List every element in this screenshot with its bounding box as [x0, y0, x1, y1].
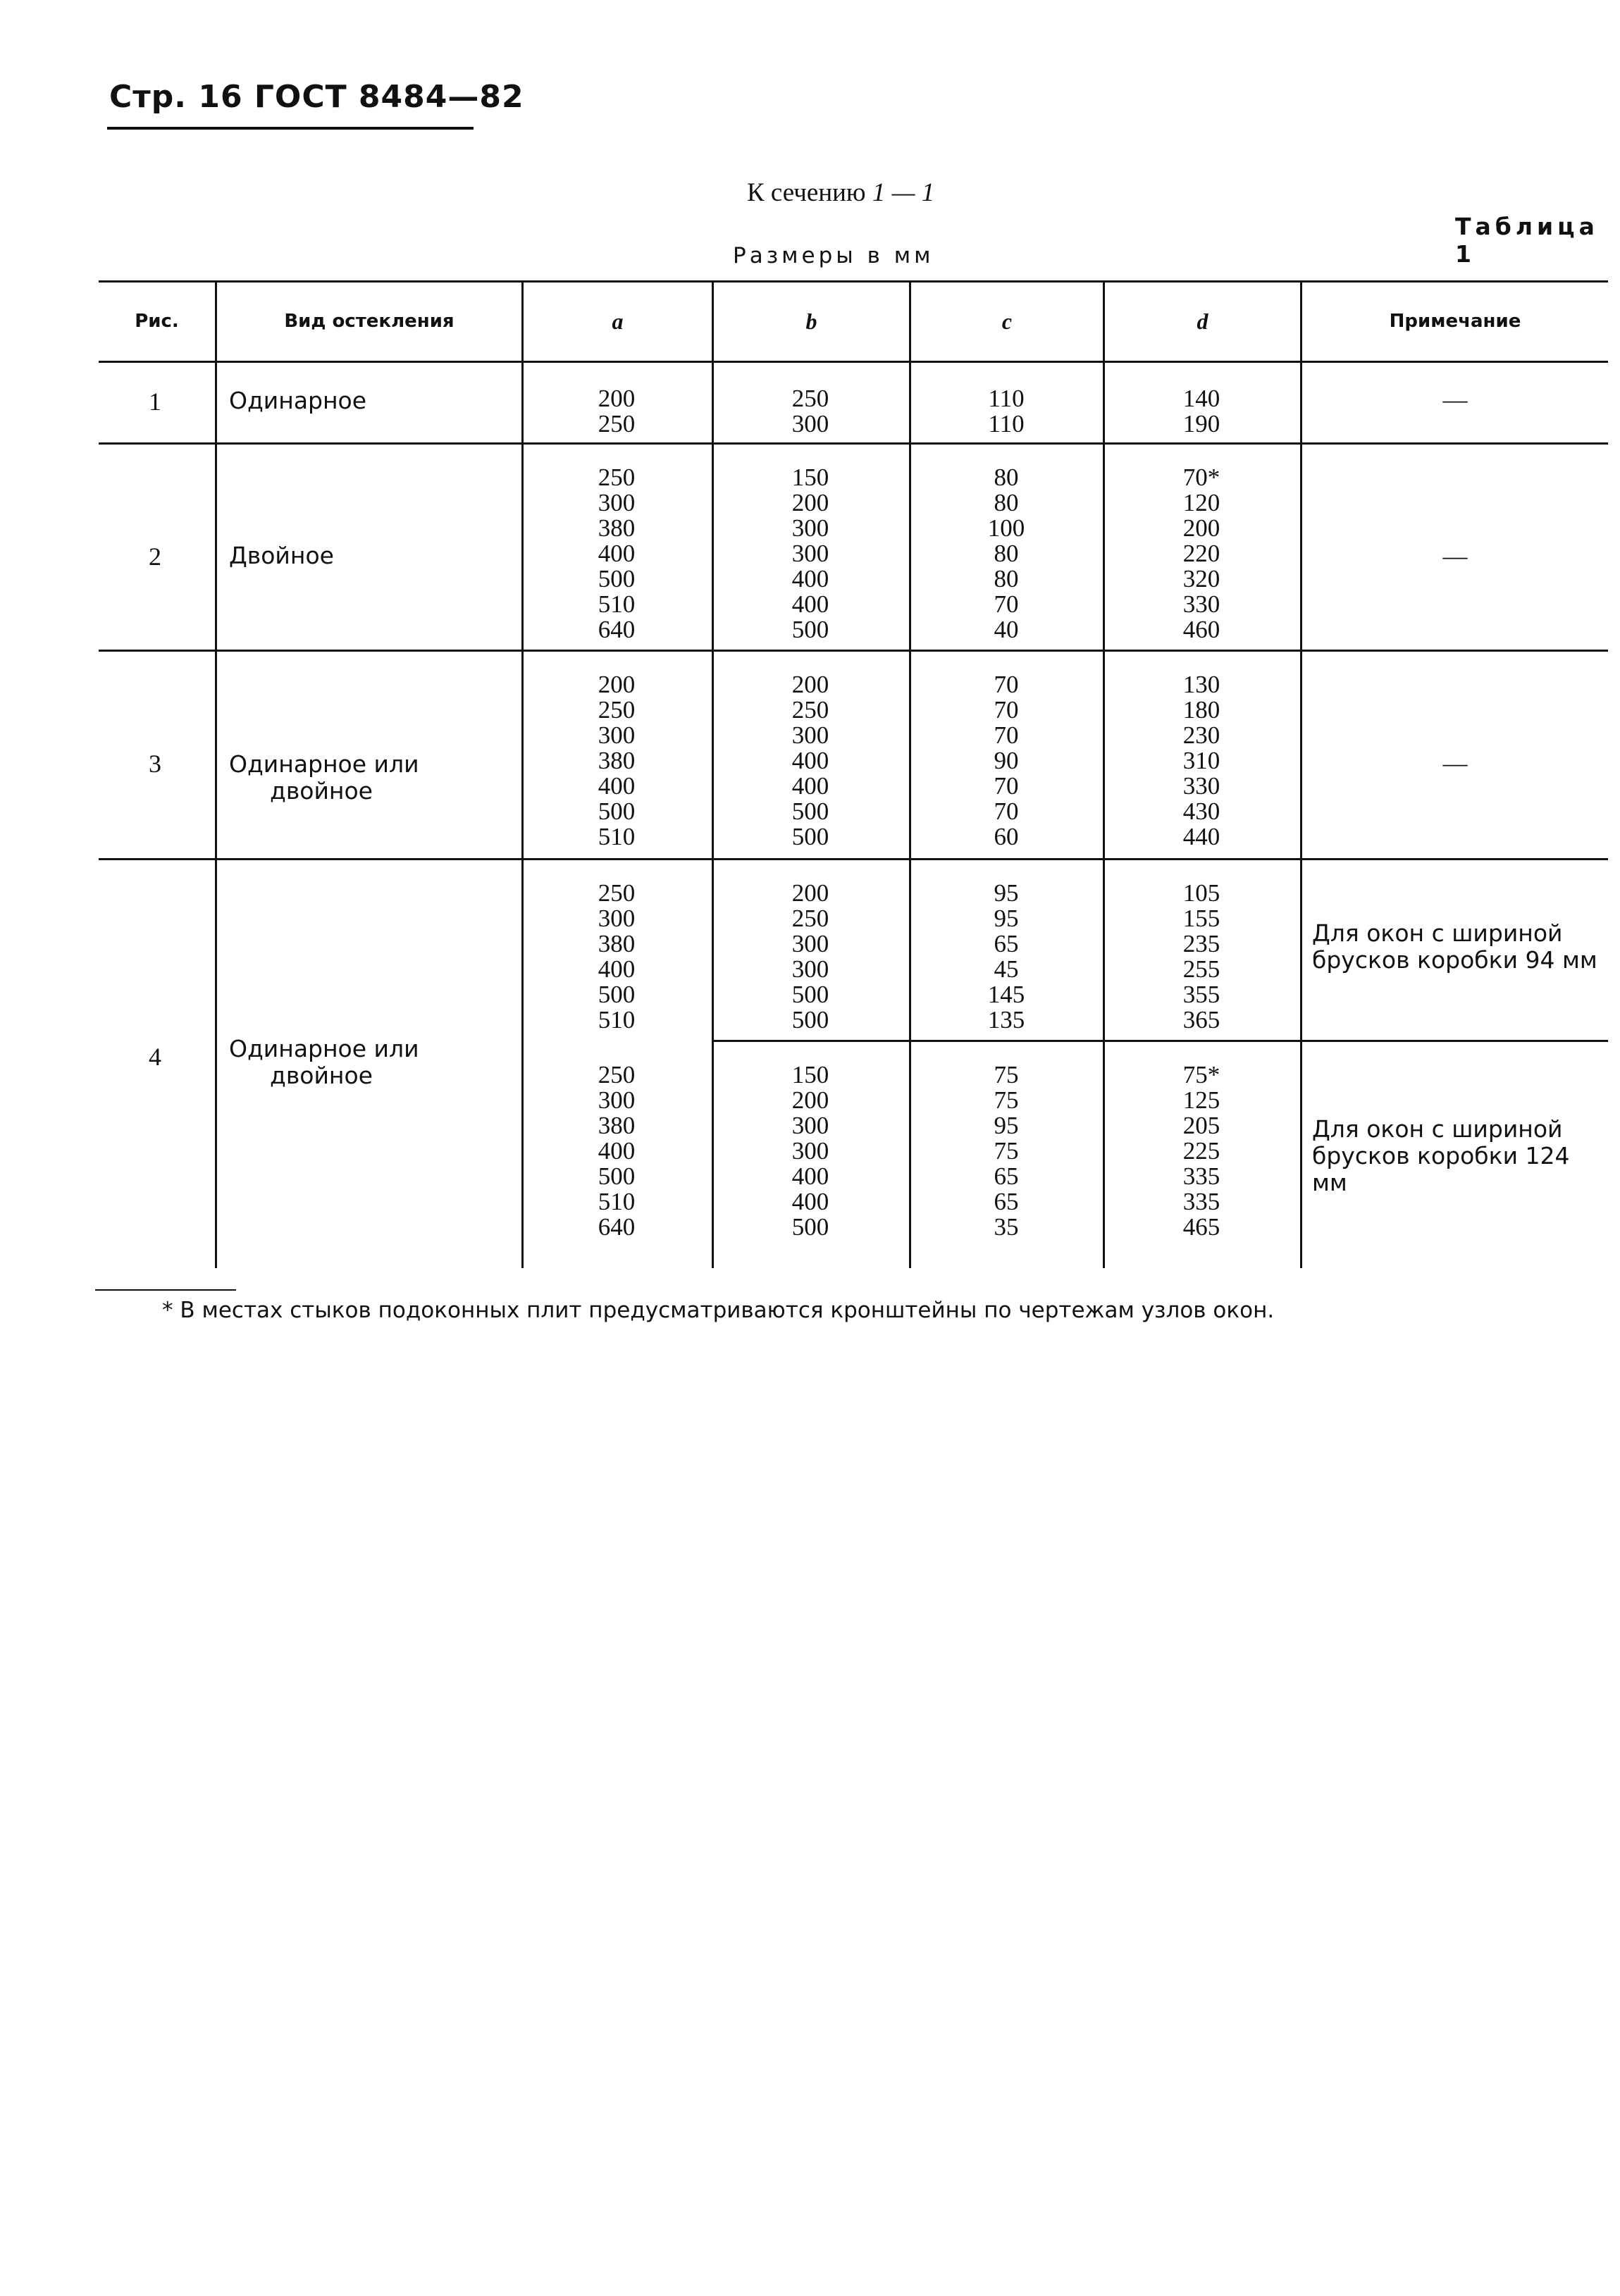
page-header: Стр. 16 ГОСТ 8484—82 — [109, 79, 524, 115]
cell-a: 200 250 — [598, 385, 636, 438]
cell-b: 200 250 300 300 500 500 — [791, 879, 829, 1034]
footnote: * В местах стыков подоконных плит предусматриваются кронштейны по чертежам узлов окон. — [162, 1298, 1275, 1323]
cell-c: 75 75 95 75 65 65 35 — [994, 1061, 1019, 1241]
cell-d: 70* 120 200 220 320 330 460 — [1182, 464, 1220, 643]
row-rule-2 — [99, 650, 1608, 652]
note-line1: Для окон с шириной — [1312, 1115, 1563, 1143]
glazing-kind-line2: двойное — [270, 777, 373, 805]
cell-a: 250 300 380 400 500 510 — [598, 879, 636, 1034]
footnote-rule — [95, 1289, 236, 1291]
subrow-rule-4 — [712, 1040, 1608, 1042]
cell-a: 200 250 300 380 400 500 510 — [598, 671, 636, 850]
glazing-kind-line1: Двойное — [229, 542, 334, 569]
col-header-note: Примечание — [1389, 311, 1521, 332]
note-cell: — — [1442, 750, 1468, 777]
col-header-kind: Вид остекления — [284, 311, 455, 332]
col-rule-a — [712, 282, 714, 1268]
col-header-fig: Рис. — [135, 311, 179, 332]
glazing-kind-line1: Одинарное или — [229, 1035, 419, 1062]
cell-a: 250 300 380 400 500 510 640 — [598, 464, 636, 643]
cell-c: 70 70 70 90 70 70 60 — [994, 671, 1019, 850]
col-header-b: b — [805, 308, 817, 334]
col-header-d: d — [1197, 308, 1208, 334]
header-bottom-rule — [99, 361, 1608, 363]
fig-number: 3 — [149, 750, 161, 778]
cell-d: 140 190 — [1182, 385, 1220, 438]
cell-c: 95 95 65 45 145 135 — [987, 879, 1025, 1034]
note-cell — [1312, 1116, 1608, 1196]
glazing-kind — [229, 751, 419, 805]
glazing-kind-line2: двойное — [270, 1062, 373, 1089]
section-caption-prefix: К сечению — [747, 178, 866, 207]
note-line2: брусков коробки 94 мм — [1312, 946, 1597, 974]
row-rule-3 — [99, 858, 1608, 860]
note-line1: Для окон с шириной — [1312, 919, 1563, 947]
note-cell: — — [1442, 386, 1468, 414]
cell-b: 150 200 300 300 400 400 500 — [791, 1061, 829, 1241]
glazing-kind — [229, 387, 366, 414]
note-line2: брусков коробки 124 мм — [1312, 1142, 1570, 1196]
note-cell — [1312, 920, 1608, 974]
fig-number: 4 — [149, 1043, 161, 1071]
fig-number: 2 — [149, 542, 161, 571]
cell-b: 150 200 300 300 400 400 500 — [791, 464, 829, 643]
cell-d: 130 180 230 310 330 430 440 — [1182, 671, 1220, 850]
cell-d: 75* 125 205 225 335 335 465 — [1182, 1061, 1220, 1241]
table-number: Таблица 1 — [1455, 213, 1599, 268]
note-cell: — — [1442, 542, 1468, 570]
col-rule-fig — [215, 282, 217, 1268]
cell-d: 105 155 235 255 355 365 — [1182, 879, 1220, 1034]
cell-c: 80 80 100 80 80 70 40 — [987, 464, 1025, 643]
cell-b: 250 300 — [791, 385, 829, 438]
glazing-kind — [229, 1036, 419, 1089]
col-header-c: c — [1001, 308, 1013, 334]
glazing-kind — [229, 542, 334, 569]
cell-b: 200 250 300 400 400 500 500 — [791, 671, 829, 850]
cell-c: 110 110 — [988, 385, 1025, 438]
row-rule-1 — [99, 442, 1608, 445]
col-header-a: a — [612, 308, 624, 334]
units-caption: Размеры в мм — [733, 243, 934, 268]
glazing-kind-line1: Одинарное — [229, 387, 367, 414]
col-rule-c — [1103, 282, 1105, 1268]
section-caption-id: 1 — 1 — [872, 178, 935, 207]
fig-number: 1 — [149, 387, 161, 416]
cell-a: 250 300 380 400 500 510 640 — [598, 1061, 636, 1241]
glazing-kind-line1: Одинарное или — [229, 750, 419, 778]
